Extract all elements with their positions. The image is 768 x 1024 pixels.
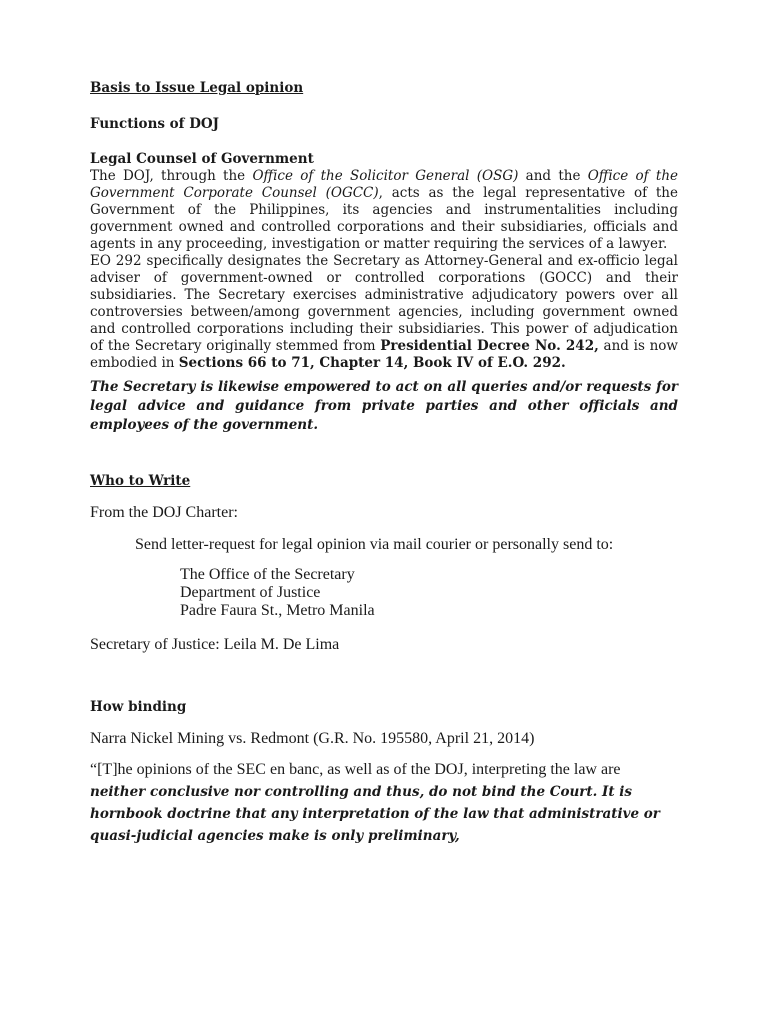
from-charter-text: From the DOJ Charter: <box>90 504 238 521</box>
address-line: The Office of the Secretary <box>180 566 355 583</box>
quote-plain-text: “[T]he opinions of the SEC en banc, as well as of the DOJ, interpreting the law are <box>90 761 621 778</box>
secretary-empowered-paragraph: The Secretary is likewise empowered to act on all queries and/or requests for legal advice and guidance from private parties and other officials and employees of the government. <box>90 379 678 433</box>
legal-counsel-paragraph-1 <box>90 168 678 253</box>
p2-text-b: and is now embodied in <box>90 338 678 371</box>
document-page <box>90 78 678 847</box>
send-instruction-text: Send letter-request for legal opinion via mail courier or personally send to: <box>135 536 614 553</box>
p2-text-a: EO 292 specifically designates the Secretary as Attorney-General and ex-officio legal adviser of government-owned or controlled corporations (GOCC) and their subsidiaries. The Secretary exercises administrative adjudicatory powers over all controversies between/among government agencies, including government owned and controlled corporations including their subsidiaries. This power of adjudication of the Secretary originally stemmed from <box>90 253 678 354</box>
osg-name: Office of the Solicitor General (OSG) <box>252 168 519 184</box>
pd-reference: Presidential Decree No. 242, <box>380 338 599 354</box>
who-to-write-heading: Who to Write <box>90 473 191 489</box>
how-binding-heading: How binding <box>90 699 187 715</box>
case-citation: Narra Nickel Mining vs. Redmont (G.R. No. 195580, April 21, 2014) <box>90 730 535 747</box>
p1-text-b: and the <box>518 168 588 184</box>
p1-text-c: , acts as the legal representative of the Government of the Philippines, its agencies and instrumentalities including government owned and controlled corporations and their subsidiaries, officials and agents in any proceeding, investigation or matter requiring the services of a lawyer. <box>90 185 678 252</box>
document-title: Basis to Issue Legal opinion <box>90 80 304 96</box>
eo-sections-reference: Sections 66 to 71, Chapter 14, Book IV of E.O. 292. <box>178 355 566 371</box>
legal-counsel-heading: Legal Counsel of Government <box>90 151 314 167</box>
legal-counsel-paragraph-2 <box>90 253 678 372</box>
binding-quote <box>90 759 678 847</box>
address-line: Department of Justice <box>180 584 321 601</box>
address-block <box>90 566 678 620</box>
ogcc-name: Office of the Government Corporate Counsel (OGCC) <box>90 168 679 201</box>
quote-emphasis-text: neither conclusive nor controlling and thus, do not bind the Court. It is hornbook doctrine that any interpretation of the law that administrative or quasi-judicial agencies make is only preliminary, <box>90 784 660 844</box>
p1-text-a: The DOJ, through the <box>90 168 253 184</box>
address-line: Padre Faura St., Metro Manila <box>180 602 375 619</box>
functions-heading: Functions of DOJ <box>90 116 220 132</box>
secretary-of-justice-text: Secretary of Justice: Leila M. De Lima <box>90 636 340 653</box>
